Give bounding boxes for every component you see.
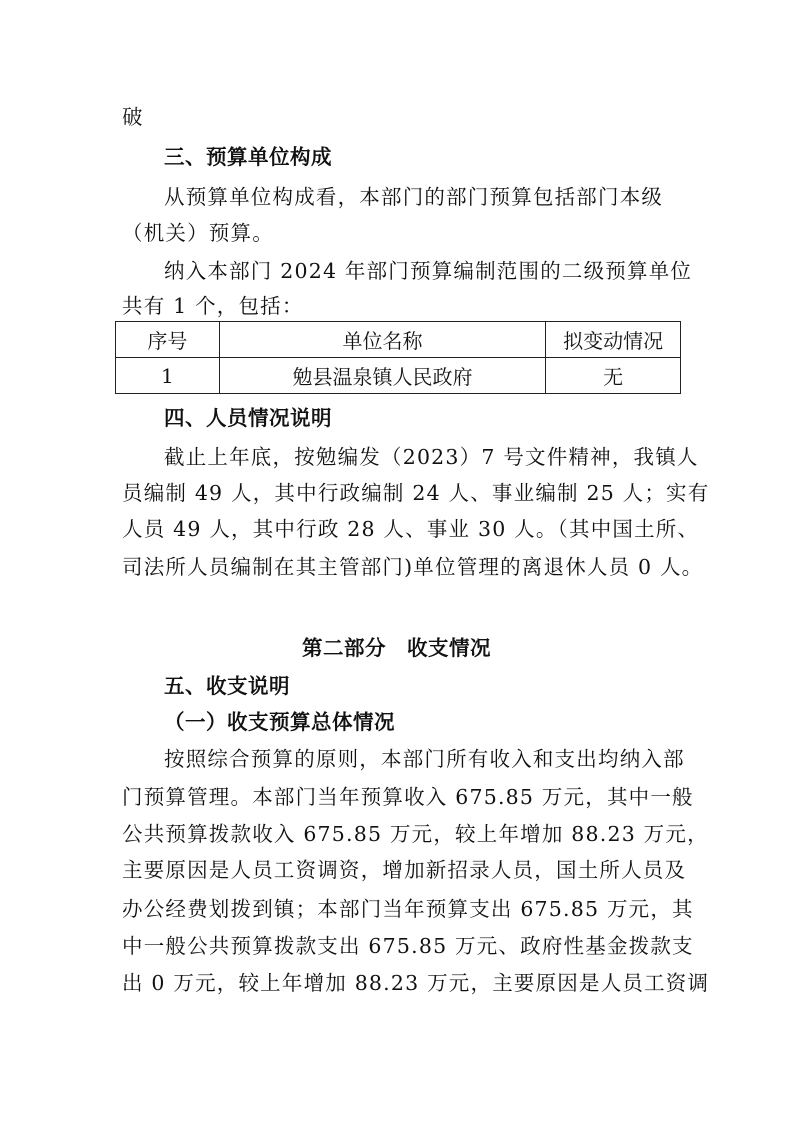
paragraph-line: 中一般公共预算拨款支出 675.85 万元、政府性基金拨款支 [122, 934, 694, 958]
header-cell-name: 单位名称 [219, 322, 545, 358]
header-cell-no: 序号 [116, 322, 220, 358]
cell-no: 1 [116, 358, 220, 394]
cell-change: 无 [546, 358, 681, 394]
cell-name: 勉县温泉镇人民政府 [219, 358, 545, 394]
table-header-row [116, 322, 681, 358]
table-row [116, 358, 681, 394]
budget-units-table [115, 321, 681, 394]
paragraph-continuation: 破 [122, 105, 144, 129]
section-heading-income-expense: 五、收支说明 [164, 674, 290, 698]
paragraph-line: 纳入本部门 2024 年部门预算编制范围的二级预算单位 [164, 259, 693, 283]
paragraph-line: 人员 49 人，其中行政 28 人、事业 30 人。（其中国土所、 [122, 517, 700, 541]
section-heading-staff: 四、人员情况说明 [164, 406, 332, 430]
paragraph-line: 共有 1 个，包括： [122, 294, 304, 318]
paragraph-line: 按照综合预算的原则，本部门所有收入和支出均纳入部 [164, 747, 685, 771]
subsection-heading: （一）收支预算总体情况 [164, 710, 395, 734]
part-title: 第二部分 收支情况 [302, 636, 491, 660]
paragraph-line: 办公经费划拨到镇；本部门当年预算支出 675.85 万元，其 [122, 897, 694, 921]
paragraph-line: 从预算单位构成看，本部门的部门预算包括部门本级 [164, 185, 664, 209]
header-cell-change: 拟变动情况 [546, 322, 681, 358]
paragraph-line: 公共预算拨款收入 675.85 万元，较上年增加 88.23 万元， [122, 822, 709, 846]
paragraph-line: （机关）预算。 [122, 221, 274, 245]
paragraph-line: 主要原因是人员工资调资，增加新招录人员，国土所人员及 [122, 858, 687, 882]
section-heading-budget-units: 三、预算单位构成 [164, 145, 332, 169]
paragraph-line: 司法所人员编制在其主管部门)单位管理的离退休人员 0 人。 [122, 555, 704, 579]
paragraph-line: 截止上年底，按勉编发（2023）7 号文件精神，我镇人 [164, 445, 699, 469]
paragraph-line: 出 0 万元，较上年增加 88.23 万元，主要原因是人员工资调 [122, 971, 710, 995]
paragraph-line: 员编制 49 人，其中行政编制 24 人、事业编制 25 人；实有 [122, 481, 710, 505]
paragraph-line: 门预算管理。本部门当年预算收入 675.85 万元，其中一般 [122, 785, 694, 809]
